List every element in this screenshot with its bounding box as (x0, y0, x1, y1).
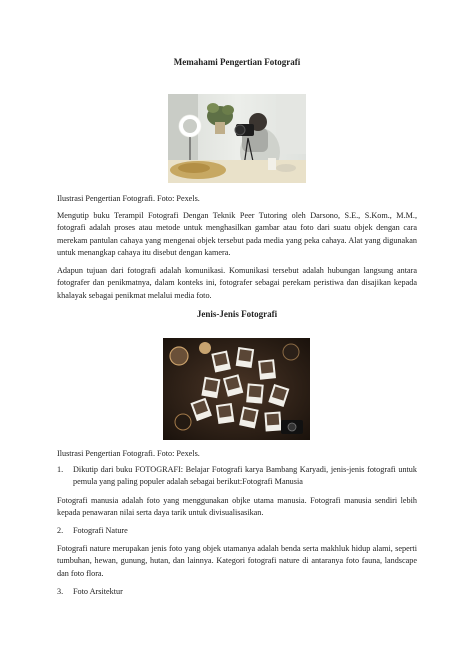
list-number: 3. (57, 587, 64, 596)
list-item-text: Foto Arsitektur (73, 587, 123, 596)
list-item (57, 586, 417, 599)
list-item (57, 464, 417, 490)
list-item (57, 525, 417, 538)
polaroid-photos-table-photo (163, 338, 310, 440)
photo-caption: Ilustrasi Pengertian Fotografi. Foto: Pexels. (57, 194, 200, 203)
paragraph: Mengutip buku Terampil Fotografi Dengan Teknik Peer Tutoring oleh Darsono, S.E., S.Kom., M.M., fotografi adalah proses atau metode untuk menghasilkan gambar atau foto dari suatu objek dengan cara merekam pantulan cahaya yang mengenai objek tersebut pada media yang peka cahaya. Alat yang digunakan untuk menangkap cahaya itu disebut dengan kamera. (57, 211, 417, 257)
paragraph: Adapun tujuan dari fotografi adalah komunikasi. Komunikasi tersebut adalah hubungan langsung antara fotografer dan penikmatnya, dalam konteks ini, fotografer sebagai perekam peristiwa dan disajikan kepada khalayak sebagai penikmat melalui media foto. (57, 266, 417, 300)
paragraph: Fotografi nature merupakan jenis foto yang objek utamanya adalah benda serta makhluk hidup alami, seperti tumbuhan, hewan, gunung, hutan, dan lainnya. Kategori fotografi nature di antaranya foto fauna, landscape dan foto flora. (57, 544, 417, 578)
list-item-text: Dikutip dari buku FOTOGRAFI: Belajar Fotografi karya Bambang Karyadi, jenis-jenis fotografi untuk pemula yang paling populer adalah sebagai berikut:Fotografi Manusia (73, 465, 417, 487)
photo-caption: Ilustrasi Pengertian Fotografi. Foto: Pexels. (57, 449, 200, 458)
paragraph: Fotografi manusia adalah foto yang menggunakan objke utama manusia. Fotografi manusia sendiri lebih kepada penawaran nilai serta daya tarik untuk divisualisasikan. (57, 496, 417, 518)
section-heading: Jenis-Jenis Fotografi (196, 309, 278, 319)
list-number: 1. (57, 465, 64, 474)
list-number: 2. (57, 526, 64, 535)
photographer-ring-light-photo (168, 94, 306, 183)
page-title: Memahami Pengertian Fotografi (173, 57, 301, 67)
list-item-text: Fotografi Nature (73, 526, 128, 535)
